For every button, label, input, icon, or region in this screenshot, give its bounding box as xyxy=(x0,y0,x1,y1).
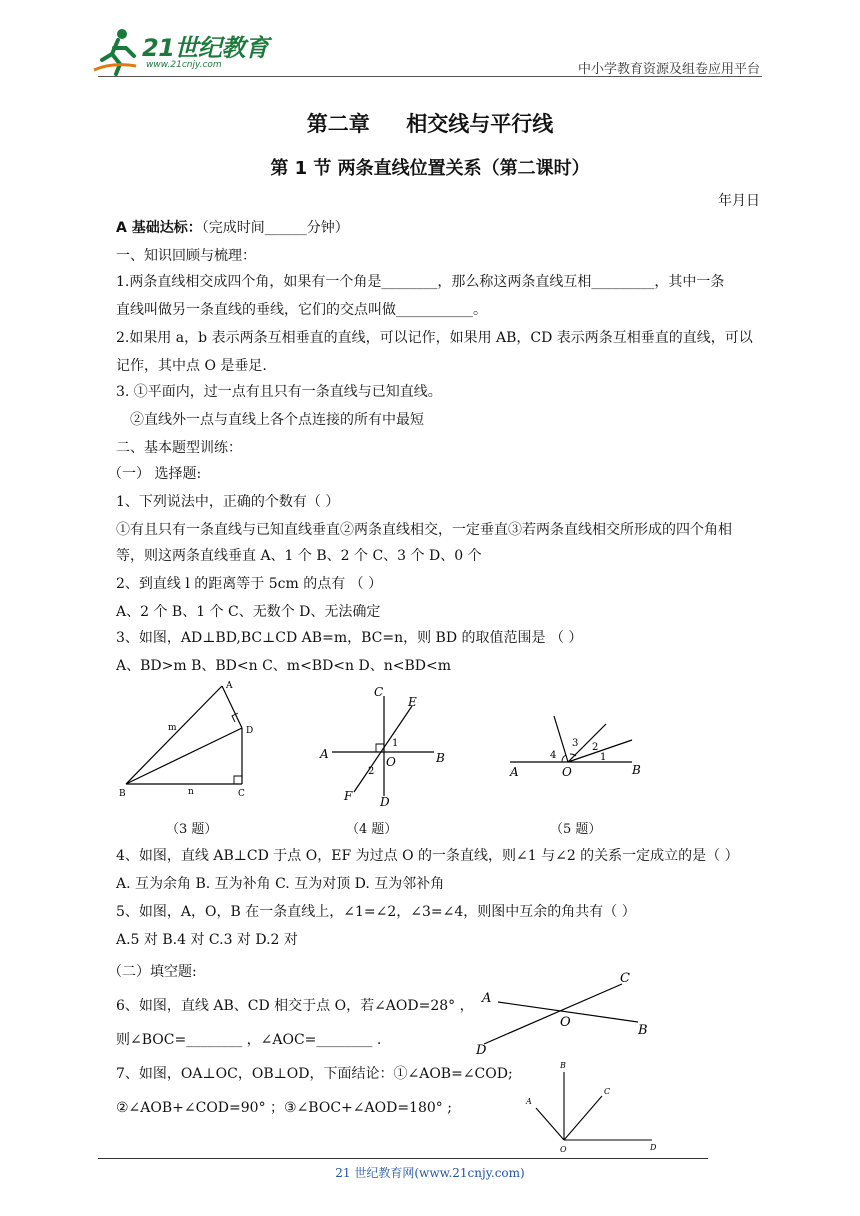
label-angle-1: 1 xyxy=(392,738,399,749)
figure-q6 xyxy=(470,968,660,1056)
logo-url: www.21cnjy.com xyxy=(146,60,222,70)
q2-line1: 2.如果用 a，b 表示两条互相垂直的直线，可以记作，如果用 AB，CD 表示两条互相垂直的直线，可以 xyxy=(116,330,753,346)
line-ef xyxy=(354,706,412,792)
label-d: D xyxy=(476,1043,487,1056)
c3-options: A、BD>m B、BD<n C、m<BD<n D、n<BD<m xyxy=(116,658,451,674)
caption-q3: （3 题） xyxy=(166,822,218,837)
caption-q5: （5 题） xyxy=(550,822,602,837)
chapter-title: 第二章 相交线与平行线 xyxy=(306,112,554,136)
label-a: A xyxy=(320,747,329,761)
label-c: C xyxy=(620,971,630,986)
label-angle-1: 1 xyxy=(600,752,607,763)
segment-ad xyxy=(222,686,242,728)
section-a-label: A 基础达标： xyxy=(116,220,202,236)
c5-stem: 5、如图，A，O，B 在一条直线上，∠1=∠2，∠3=∠4，则图中互余的角共有（ ） xyxy=(116,904,636,920)
c3-stem: 3、如图，AD⊥BD,BC⊥CD AB=m，BC=n，则 BD 的取值范围是 （ ） xyxy=(116,630,583,646)
f6-line1: 6、如图，直线 AB、CD 相交于点 O，若∠AOD=28° ， xyxy=(116,998,474,1014)
figure-q4 xyxy=(316,684,456,810)
c2-stem: 2、到直线 l 的距离等于 5cm 的点有 （ ） xyxy=(116,576,383,592)
label-o: O xyxy=(560,1145,567,1154)
label-b: B xyxy=(436,751,445,765)
ray-oc xyxy=(564,1096,602,1140)
label-o: O xyxy=(560,1015,571,1030)
part1-heading: 一、知识回顾与梳理： xyxy=(116,248,256,264)
c1-stem: 1、下列说法中，正确的个数有（ ） xyxy=(116,494,340,510)
label-n: n xyxy=(188,787,194,797)
caption-q4: （4 题） xyxy=(346,822,398,837)
label-c: C xyxy=(238,789,245,799)
label-e: E xyxy=(408,695,417,709)
fill-heading: （二）填空题: xyxy=(108,964,197,980)
label-b: B xyxy=(638,1023,648,1038)
f6-line2: 则∠BOC=________ ，∠AOC=________ . xyxy=(116,1032,382,1048)
label-a: A xyxy=(482,991,492,1006)
label-f: F xyxy=(344,789,353,803)
label-a: A xyxy=(526,1097,532,1106)
q1-line1: 1.两条直线相交成四个角，如果有一个角是________，那么称这两条直线互相_________，其中一条 xyxy=(116,274,725,290)
label-b: B xyxy=(632,763,641,777)
segment-bd xyxy=(126,728,242,784)
label-angle-4: 4 xyxy=(550,750,557,761)
segment-ab xyxy=(126,686,222,784)
part2-heading: 二、基本题型训练： xyxy=(116,440,242,456)
label-c: C xyxy=(604,1087,611,1096)
label-c: C xyxy=(374,685,384,699)
label-angle-3: 3 xyxy=(572,738,579,749)
c5-options: A.5 对 B.4 对 C.3 对 D.2 对 xyxy=(116,932,298,948)
label-d: D xyxy=(650,1143,657,1152)
footer-divider xyxy=(98,1158,708,1159)
f7-line2: ②∠AOB+∠COD=90° ；③∠BOC+∠AOD=180° ; xyxy=(116,1100,452,1116)
section-title: 第 1 节 两条直线位置关系（第二课时） xyxy=(270,158,590,179)
label-a: A xyxy=(510,765,519,779)
header-divider xyxy=(98,76,762,77)
c1-line2: 等，则这两条直线垂直 A、1 个 B、2 个 C、3 个 D、0 个 xyxy=(116,548,482,564)
label-m: m xyxy=(168,723,177,733)
label-a: A xyxy=(226,681,233,691)
c4-options: A. 互为余角 B. 互为补角 C. 互为对顶 D. 互为邻补角 xyxy=(116,876,445,892)
date-label: 年月日 xyxy=(718,193,760,209)
q2-line2: 记作，其中点 O 是垂足. xyxy=(116,358,267,374)
f7-line1: 7、如图，OA⊥OC，OB⊥OD，下面结论：①∠AOB=∠COD; xyxy=(116,1066,513,1082)
q3-line2: ②直线外一点与直线上各个点连接的所有中最短 xyxy=(130,412,424,428)
q1-line2: 直线叫做另一条直线的垂线，它们的交点叫做___________。 xyxy=(116,302,487,318)
label-b: B xyxy=(560,1061,566,1070)
label-o: O xyxy=(386,755,396,769)
choice-heading: （一） 选择题: xyxy=(108,466,202,482)
ray-oa xyxy=(536,1108,564,1140)
label-b: B xyxy=(119,789,126,799)
footer-link[interactable]: 21 世纪教育网(www.21cnjy.com) xyxy=(335,1166,525,1180)
label-angle-2: 2 xyxy=(368,766,375,777)
label-o: O xyxy=(562,765,572,779)
label-d: D xyxy=(246,726,254,736)
q3-line1: 3. ①平面内，过一点有且只有一条直线与已知直线。 xyxy=(116,384,442,400)
line-cd xyxy=(484,984,622,1044)
c1-line1: ①有且只有一条直线与已知直线垂直②两条直线相交，一定垂直③若两条直线相交所形成的四个角相 xyxy=(116,522,732,538)
logo-text: 21世纪教育 xyxy=(142,34,269,62)
label-angle-2: 2 xyxy=(592,742,599,753)
header-platform-text: 中小学教育资源及组卷应用平台 xyxy=(577,62,760,77)
figure-q7 xyxy=(518,1056,668,1156)
c4-stem: 4、如图，直线 AB⊥CD 于点 O，EF 为过点 O 的一条直线，则∠1 与∠2 的关系一定成立的是（ ） xyxy=(116,848,739,864)
section-a-line xyxy=(116,218,349,238)
figure-q3 xyxy=(116,676,266,800)
c2-options: A、2 个 B、1 个 C、无数个 D、无法确定 xyxy=(116,604,381,620)
figure-q5 xyxy=(506,708,656,780)
label-d: D xyxy=(380,795,390,809)
section-a-time: （完成时间______分钟） xyxy=(201,220,349,236)
